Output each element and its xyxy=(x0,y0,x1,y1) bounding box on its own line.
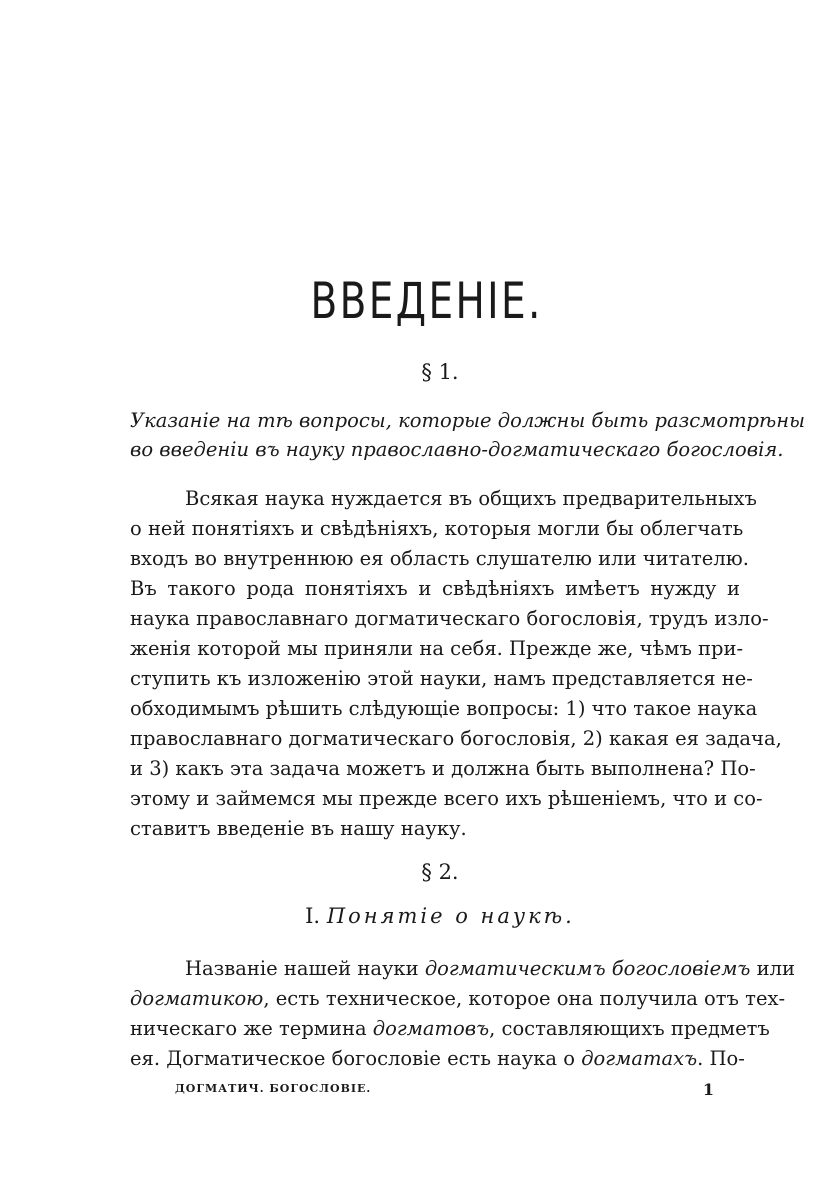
section-1-paragraph xyxy=(130,484,782,844)
heading-number: I. xyxy=(305,904,321,928)
page-footer xyxy=(175,1080,715,1099)
section-1-subtitle xyxy=(130,406,805,464)
text-run: . По- xyxy=(697,1047,745,1070)
paragraph-line xyxy=(130,954,795,984)
emphasis-run: догматическимъ богословіемъ xyxy=(424,957,751,980)
paragraph-line: Въ такого рода понятіяхъ и свѣдѣніяхъ имѣетъ нужду и xyxy=(130,577,740,600)
paragraph-line: этому и займемся мы прежде всего ихъ рѣшеніемъ, что и со- xyxy=(130,787,763,810)
paragraph-line: ступить къ изложенію этой науки, намъ представляется не- xyxy=(130,667,753,690)
paragraph-line xyxy=(130,984,786,1014)
page-number: 1 xyxy=(702,1080,715,1099)
paragraph-line: наука православнаго догматическаго богословія, трудъ изло- xyxy=(130,607,769,630)
subtitle-line: во введеніи въ науку православно-догматическаго богословія. xyxy=(130,438,784,461)
emphasis-run: догматовъ xyxy=(372,1017,490,1040)
paragraph-line: о ней понятіяхъ и свѣдѣніяхъ, которыя могли бы облегчать xyxy=(130,517,744,540)
text-run: ея. Догматическое богословіе есть наука о xyxy=(130,1047,582,1070)
section-2-heading xyxy=(0,904,840,928)
emphasis-run: догматахъ xyxy=(581,1047,698,1070)
heading-title: Понятіе о наукѣ. xyxy=(326,904,575,928)
paragraph-line: обходимымъ рѣшить слѣдующіе вопросы: 1) что такое наука xyxy=(130,697,758,720)
text-run: , составляющихъ предметъ xyxy=(489,1017,770,1040)
subtitle-line: Указаніе на тѣ вопросы, которые должны быть разсмотрѣны xyxy=(130,409,805,432)
section-1-mark: § 1. xyxy=(421,360,459,384)
text-run: Названіе нашей науки xyxy=(185,957,425,980)
paragraph-line: Всякая наука нуждается въ общихъ предварительныхъ xyxy=(185,487,757,510)
paragraph-line: женія которой мы приняли на себя. Прежде же, чѣмъ при- xyxy=(130,637,744,660)
paragraph-line xyxy=(130,1014,770,1044)
emphasis-run: догматикою xyxy=(130,987,264,1010)
paragraph-line: входъ во внутреннюю ея область слушателю или читателю. xyxy=(130,547,749,570)
page-title: ВВЕДЕНІЕ. xyxy=(310,272,543,330)
paragraph-line xyxy=(130,1044,745,1074)
paragraph-line: православнаго догматическаго богословія, 2) какая ея задача, xyxy=(130,727,782,750)
signature-mark: ДОГМАТИЧ. БОГОСЛОВІЕ. xyxy=(175,1082,372,1095)
text-run: или xyxy=(750,957,795,980)
section-2-mark: § 2. xyxy=(421,860,459,884)
paragraph-line: и 3) какъ эта задача можетъ и должна быть выполнена? По- xyxy=(130,757,756,780)
text-run: , есть техническое, которое она получила отъ тех- xyxy=(263,987,786,1010)
text-run: ническаго же термина xyxy=(130,1017,373,1040)
paragraph-line: ставитъ введеніе въ нашу науку. xyxy=(130,817,467,840)
section-2-paragraph xyxy=(130,954,795,1074)
